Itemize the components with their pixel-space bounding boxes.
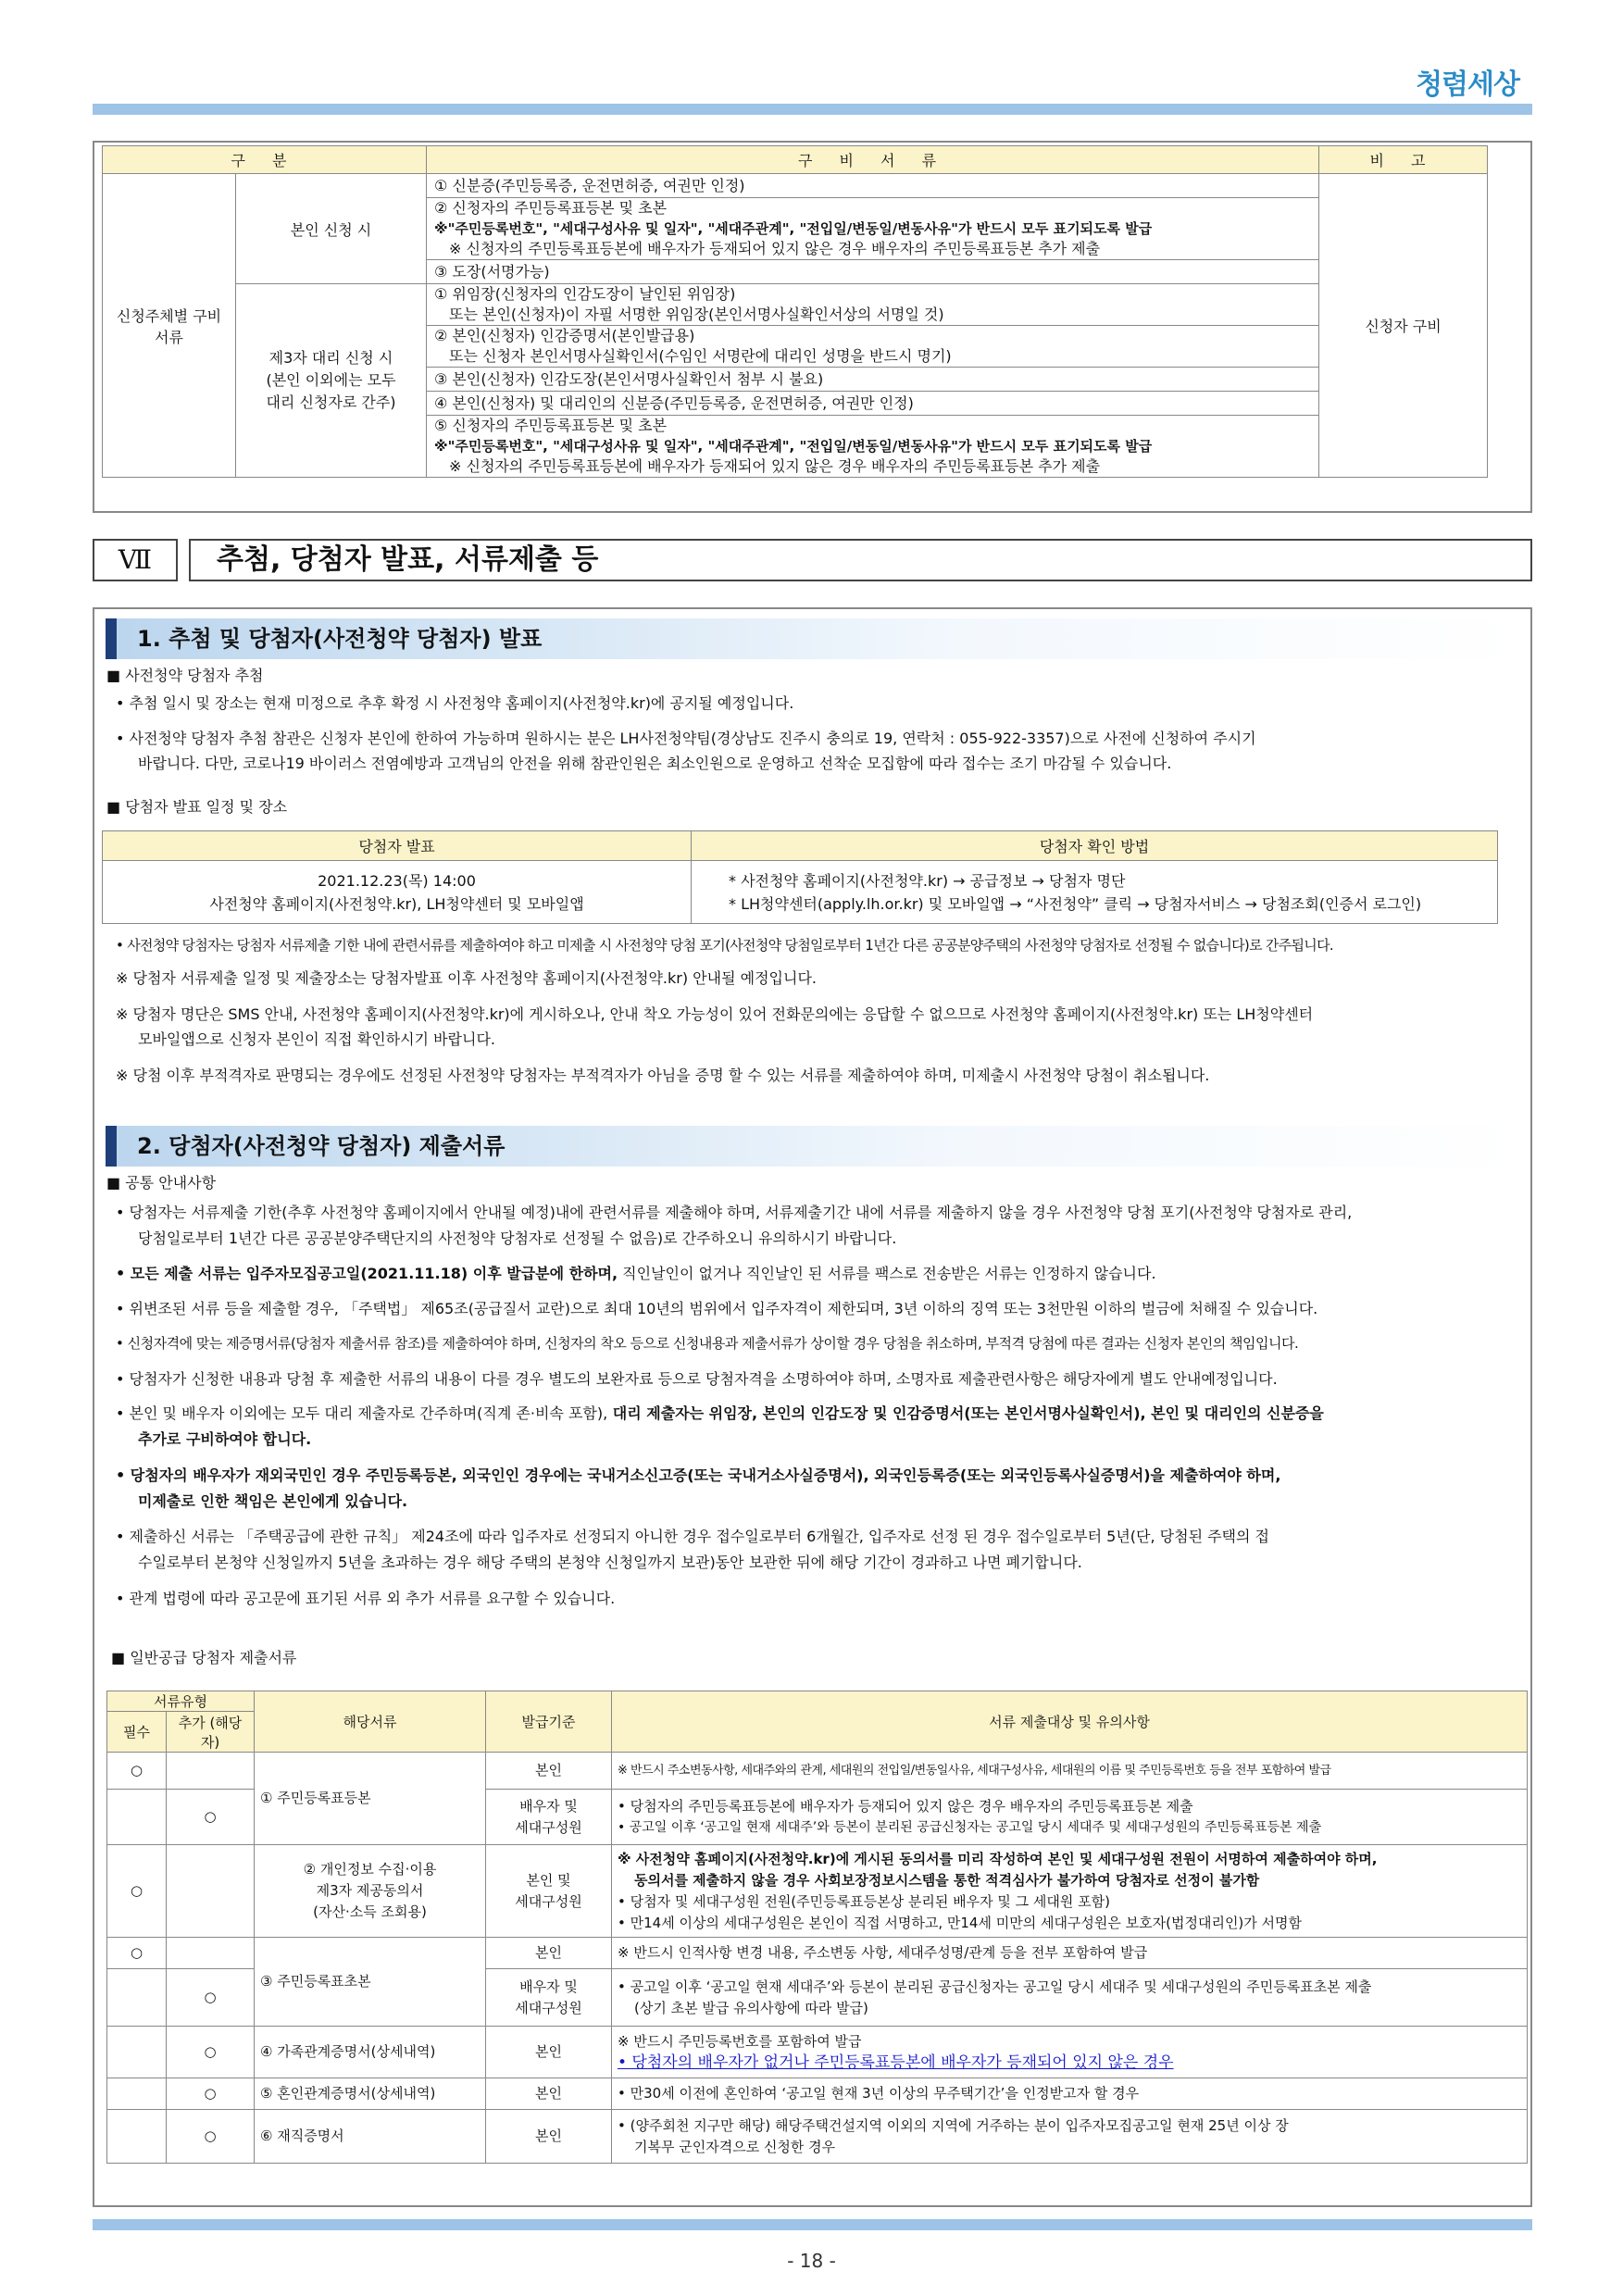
self-item: ② 신청자의 주민등록표등본 및 초본 ※"주민등록번호", "세대구성사유 및 일자", "세대주관계", "전입일/변동일/변동사유"가 반드시 모두 표기되도록 발급 ※ 신청자의 주민등록표등본에 배우자가 등재되어 있지 않은 경우 배우자의 주민등록표등본 추가 제출 [427, 198, 1319, 260]
additional-mark: ○ [167, 2110, 255, 2164]
bottom-bar [93, 2219, 1532, 2230]
header-documents: 구 비 서 류 [427, 146, 1319, 174]
doc-name: ④ 가족관계증명서(상세내역) [255, 2027, 486, 2078]
required-mark: ○ [107, 1845, 167, 1938]
self-apply-label: 본인 신청 시 [236, 174, 427, 284]
issue-std: 본인 [486, 1753, 612, 1790]
common-item-cont: 당첨일로부터 1년간 다른 공공분양주택단지의 사전청약 당첨자로 선정될 수 없음)로 간주하오니 유의하시기 바랍니다. [138, 1229, 897, 1247]
issue-std: 배우자 및 세대구성원 [486, 1790, 612, 1845]
general-supply-docs-table [106, 1691, 1528, 2164]
heading-common: ■ 공통 안내사항 [106, 1174, 217, 1192]
additional-mark: ○ [167, 1969, 255, 2027]
subsection-2-title: 2. 당첨자(사전청약 당첨자) 제출서류 [106, 1126, 1522, 1167]
additional-mark: ○ [167, 1790, 255, 1845]
self-item: ① 신분증(주민등록증, 운전면허증, 여권만 인정) [427, 174, 1319, 198]
common-item: • 당첨자가 신청한 내용과 당첨 후 제출한 서류의 내용이 다를 경우 별도의 보완자료 등으로 당첨자격을 소명하여야 하며, 소명자료 제출관련사항은 해당자에게 별도 안내예정입니다. [116, 1370, 1278, 1388]
section-title: 추첨, 당첨자 발표, 서류제출 등 [189, 539, 1532, 581]
issue-std: 본인 [486, 2110, 612, 2164]
proxy-item: ② 본인(신청자) 인감증명서(본인발급용) 또는 신청자 본인서명사실확인서(수임인 서명란에 대리인 성명을 반드시 명기) [427, 326, 1319, 368]
issue-std: 본인 [486, 2078, 612, 2110]
doc-name: ① 주민등록표등본 [255, 1753, 486, 1845]
bullet: • 추첨 일시 및 장소는 현재 미정으로 추후 확정 시 사전청약 홈페이지(사전청약.kr)에 공지될 예정입니다. [116, 694, 794, 712]
issue-std: 배우자 및 세대구성원 [486, 1969, 612, 2027]
note: ※ 당첨자 서류제출 일정 및 제출장소는 당첨자발표 이후 사전청약 홈페이지(사전청약.kr) 안내될 예정입니다. [116, 969, 818, 987]
header-required: 필수 [107, 1712, 167, 1753]
doc-note: • 당첨자의 주민등록표등본에 배우자가 등재되어 있지 않은 경우 배우자의 주민등록표등본 제출 • 공고일 이후 ‘공고일 현재 세대주’와 등본이 분리된 공급신청자는 공고일 당시 세대주 및 세대구성원의 주민등록표등본 제출 [612, 1790, 1528, 1845]
page-number: - 18 - [787, 2250, 836, 2272]
issue-std: 본인 [486, 2027, 612, 2078]
check-methods: * 사전청약 홈페이지(사전청약.kr) → 공급정보 → 당첨자 명단 * LH청약센터(apply.lh.or.kr) 및 모바일앱 → “사전청약” 클릭 → 당첨자서비스 → 당첨조회(인증서 로그인) [692, 861, 1498, 924]
common-item-cont: 수일로부터 본청약 신청일까지 5년을 초과하는 경우 해당 주택의 본청약 신청일까지 보관)동안 보관한 뒤에 해당 기간이 경과하고 나면 폐기합니다. [138, 1554, 1082, 1571]
doc-note: ※ 사전청약 홈페이지(사전청약.kr)에 게시된 동의서를 미리 작성하여 본인 및 세대구성원 전원이 서명하여 제출하여야 하며, 동의서를 제출하지 않을 경우 사회보장정보시스템을 통한 적격심사가 불가하여 당첨자로 선정이 불가함 • 당첨자 및 세대구성원 전원(주민등록표등본상 분리된 배우자 및 그 세대원 포함) • 만14세 이상의 세대구성원은 본인이 직접 서명하고, 만14세 미만의 세대구성원은 보호자(법정대리인)가 서명함 [612, 1845, 1528, 1938]
heading-announce: ■ 당첨자 발표 일정 및 장소 [106, 798, 288, 816]
bullet-cont: 바랍니다. 다만, 코로나19 바이러스 전염예방과 고객님의 안전을 위해 참관인원은 최소인원으로 운영하고 선착순 모집함에 따라 접수는 조기 마감될 수 있습니다. [138, 755, 1172, 772]
header-note: 서류 제출대상 및 유의사항 [612, 1691, 1528, 1753]
remark-cell: 신청자 구비 [1319, 174, 1488, 478]
doc-note: ※ 반드시 인적사항 변경 내용, 주소변동 사항, 세대주성명/관계 등을 전부 포함하여 발급 [612, 1938, 1528, 1969]
doc-note: • 공고일 이후 ‘공고일 현재 세대주’와 등본이 분리된 공급신청자는 공고일 당시 세대주 및 세대구성원의 주민등록표초본 제출 (상기 초본 발급 유의사항에 따라 발급) [612, 1969, 1528, 2027]
additional-mark: ○ [167, 2078, 255, 2110]
doc-name: ⑥ 재직증명서 [255, 2110, 486, 2164]
header-doc: 해당서류 [255, 1691, 486, 1753]
top-bar [93, 104, 1532, 115]
header-additional: 추가 (해당자) [167, 1712, 255, 1753]
subsection-1-title: 1. 추첨 및 당첨자(사전청약 당첨자) 발표 [106, 618, 1522, 659]
note-cont: 모바일앱으로 신청자 본인이 직접 확인하시기 바랍니다. [138, 1030, 496, 1048]
proxy-item: ⑤ 신청자의 주민등록표등본 및 초본 ※"주민등록번호", "세대구성사유 및 일자", "세대주관계", "전입일/변동일/변동사유"가 반드시 모두 표기되도록 발급 ※ 신청자의 주민등록표등본에 배우자가 등재되어 있지 않은 경우 배우자의 주민등록표등본 추가 제출 [427, 416, 1319, 478]
common-item: • 본인 및 배우자 이외에는 모두 대리 제출자로 간주하며(직계 존·비속 포함), 대리 제출자는 위임장, 본인의 인감도장 및 인감증명서(또는 본인서명사실확인서), 본인 및 대리인의 신분증을 [116, 1404, 1324, 1422]
doc-note: • 만30세 이전에 혼인하여 ‘공고일 현재 3년 이상의 무주택기간’을 인정받고자 할 경우 [612, 2078, 1528, 2110]
additional-mark: ○ [167, 2027, 255, 2078]
doc-name: ⑤ 혼인관계증명서(상세내역) [255, 2078, 486, 2110]
bullet: • 사전청약 당첨자 추첨 참관은 신청자 본인에 한하여 가능하며 원하시는 분은 LH사전청약팀(경상남도 진주시 충의로 19, 연락처 : 055-922-3357)으로 사전에 신청하여 주시기 [116, 730, 1256, 747]
self-item: ③ 도장(서명가능) [427, 260, 1319, 284]
common-item: • 당첨자의 배우자가 재외국민인 경우 주민등록등본, 외국인인 경우에는 국내거소신고증(또는 국내거소사실증명서), 외국인등록증(또는 외국인등록사실증명서)을 제출하여야 하며, [116, 1466, 1281, 1484]
logo [1416, 61, 1519, 102]
proxy-item: ① 위임장(신청자의 인감도장이 날인된 위임장) 또는 본인(신청자)이 자필 서명한 위임장(본인서명사실확인서상의 서명일 것) [427, 284, 1319, 326]
category-cell: 신청주체별 구비서류 [103, 174, 236, 478]
announcement-table [102, 830, 1498, 924]
required-mark: ○ [107, 1938, 167, 1969]
common-item: • 관계 법령에 따라 공고문에 표기된 서류 외 추가 서류를 요구할 수 있습니다. [116, 1590, 616, 1607]
announce-date-place: 2021.12.23(목) 14:00 사전청약 홈페이지(사전청약.kr), LH청약센터 및 모바일앱 [103, 861, 692, 924]
header-remark: 비 고 [1319, 146, 1488, 174]
common-item: • 당첨자는 서류제출 기한(추후 사전청약 홈페이지에서 안내될 예정)내에 관련서류를 제출해야 하며, 서류제출기간 내에 서류를 제출하지 않을 경우 사전청약 당첨 포기(사전청약 당첨자로 관리, [116, 1204, 1353, 1221]
note: ※ 당첨자 명단은 SMS 안내, 사전청약 홈페이지(사전청약.kr)에 게시하오나, 안내 착오 가능성이 있어 전화문의에는 응답할 수 없으므로 사전청약 홈페이지(사전청약.kr) 또는 LH청약센터 [116, 1005, 1314, 1023]
logo-text: 청렴세상 [1416, 69, 1519, 101]
issue-std: 본인 [486, 1938, 612, 1969]
header-category: 구 분 [103, 146, 427, 174]
heading-general-supply: ■ 일반공급 당첨자 제출서류 [111, 1649, 297, 1666]
required-mark: ○ [107, 1753, 167, 1790]
common-item: • 신청자격에 맞는 제증명서류(당첨자 제출서류 참조)를 제출하여야 하며, 신청자의 착오 등으로 신청내용과 제출서류가 상이할 경우 당첨을 취소하며, 부적격 당첨에 따른 결과는 신청자 본인의 책임입니다. [116, 1335, 1299, 1352]
header-check-method: 당첨자 확인 방법 [692, 831, 1498, 861]
doc-note: ※ 반드시 주민등록번호를 포함하여 발급 • 당첨자의 배우자가 없거나 주민등록표등본에 배우자가 등재되어 있지 않은 경우 [612, 2027, 1528, 2078]
proxy-item: ④ 본인(신청자) 및 대리인의 신분증(주민등록증, 운전면허증, 여권만 인정) [427, 392, 1319, 416]
common-item-cont: 추가로 구비하여야 합니다. [138, 1430, 312, 1448]
heading-draw: ■ 사전청약 당첨자 추첨 [106, 667, 264, 684]
doc-name: ② 개인정보 수집·이용 제3자 제공동의서 (자산·소득 조회용) [255, 1845, 486, 1938]
common-item: • 제출하신 서류는 「주택공급에 관한 규칙」 제24조에 따라 입주자로 선정되지 아니한 경우 접수일로부터 6개월간, 입주자로 선정 된 경우 접수일로부터 5년(단, 당첨된 주택의 접 [116, 1528, 1270, 1545]
required-documents-table [102, 145, 1488, 478]
doc-note: ※ 반드시 주소변동사항, 세대주와의 관계, 세대원의 전입일/변동일사유, 세대구성사유, 세대원의 이름 및 주민등록번호 등을 전부 포함하여 발급 [612, 1753, 1528, 1790]
doc-name: ③ 주민등록표초본 [255, 1938, 486, 2027]
section-number: Ⅶ [93, 539, 178, 581]
header-announce: 당첨자 발표 [103, 831, 692, 861]
common-item: • 모든 제출 서류는 입주자모집공고일(2021.11.18) 이후 발급분에 한하며, 직인날인이 없거나 직인날인 된 서류를 팩스로 전송받은 서류는 인정하지 않습니다. [116, 1265, 1156, 1282]
proxy-item: ③ 본인(신청자) 인감도장(본인서명사실확인서 첨부 시 불요) [427, 368, 1319, 392]
common-item-cont: 미제출로 인한 책임은 본인에게 있습니다. [138, 1492, 408, 1510]
header-std: 발급기준 [486, 1691, 612, 1753]
common-item: • 위변조된 서류 등을 제출할 경우, 「주택법」 제65조(공급질서 교란)으로 최대 10년의 범위에서 입주자격이 제한되며, 3년 이하의 징역 또는 3천만원 이하의 벌금에 처해질 수 있습니다. [116, 1300, 1318, 1317]
note: ※ 당첨 이후 부적격자로 판명되는 경우에도 선정된 사전청약 당첨자는 부적격자가 아님을 증명 할 수 있는 서류를 제출하여야 하며, 미제출시 사전청약 당첨이 취소됩니다. [116, 1067, 1210, 1084]
header-doc-type: 서류유형 [107, 1691, 255, 1712]
proxy-apply-label: 제3자 대리 신청 시 (본인 이외에는 모두 대리 신청자로 간주) [236, 284, 427, 478]
note: • 사전청약 당첨자는 당첨자 서류제출 기한 내에 관련서류를 제출하여야 하고 미제출 시 사전청약 당첨 포기(사전청약 당첨일로부터 1년간 다른 공공분양주택의 사전청약 당첨자로 선정될 수 없습니다)로 간주됩니다. [116, 937, 1333, 954]
issue-std: 본인 및 세대구성원 [486, 1845, 612, 1938]
doc-note: • (양주회천 지구만 해당) 해당주택건설지역 이외의 지역에 거주하는 분이 입주자모집공고일 현재 25년 이상 장 기복무 군인자격으로 신청한 경우 [612, 2110, 1528, 2164]
